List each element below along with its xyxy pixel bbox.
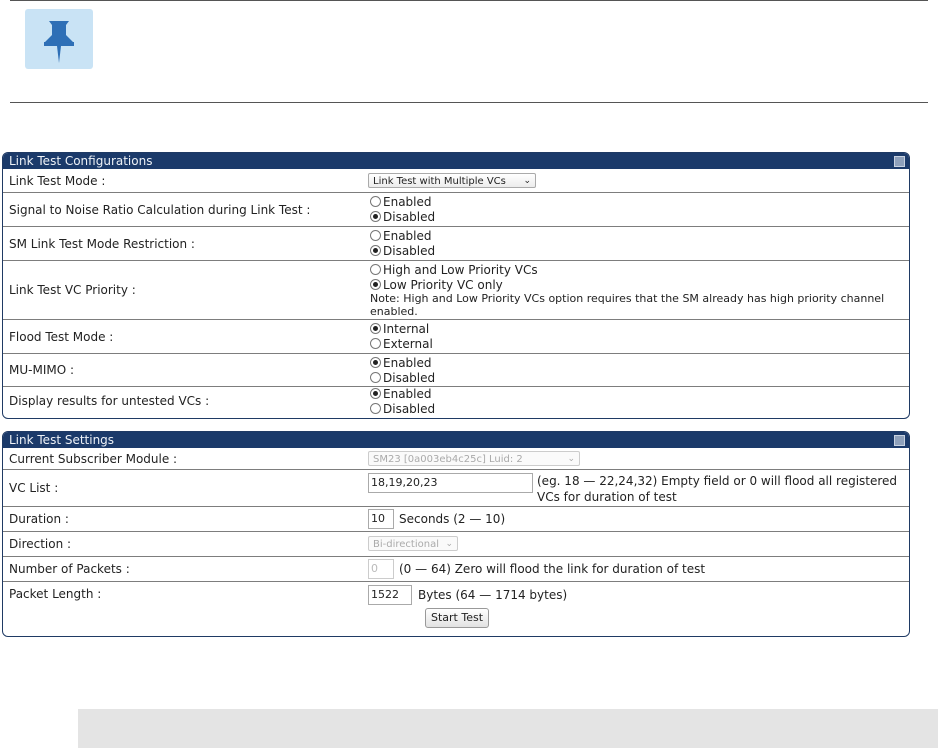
radio-icon [370,357,381,368]
radio-enabled[interactable] [370,194,903,209]
packets-hint: (0 — 64) Zero will flood the link for duration of test [399,562,706,576]
label: Duration : [9,512,69,526]
label: Number of Packets : [9,562,130,576]
label: Direction : [9,537,72,551]
label: Current Subscriber Module : [9,452,178,466]
row-duration [3,507,909,532]
radio-internal[interactable] [370,321,903,336]
radio-icon [370,279,381,290]
radio-disabled[interactable] [370,401,903,416]
row-direction [3,532,909,557]
label: Link Test VC Priority : [9,283,136,297]
bottom-bar [78,709,938,748]
panel-title: Link Test Settings [9,433,115,447]
radio-enabled[interactable] [370,228,903,243]
row-packet-length [3,582,909,628]
radio-icon [370,388,381,399]
radio-icon [370,372,381,383]
note-box [10,0,928,103]
label: Link Test Mode : [9,174,106,188]
radio-disabled[interactable] [370,370,903,385]
radio-icon [370,323,381,334]
chevron-down-icon: ⌄ [445,539,453,549]
radio-high-low[interactable] [370,262,903,277]
row-mu-mimo [3,354,909,387]
row-snr [3,193,909,227]
label: Display results for untested VCs : [9,394,210,408]
row-flood-mode [3,320,909,354]
radio-icon [370,403,381,414]
vc-list-hint: (eg. 18 — 22,24,32) Empty field or 0 will flood all registered VCs for duration of test [537,474,898,504]
option-label: Enabled [383,228,432,243]
label: VC List : [9,481,59,495]
option-label: Enabled [383,355,432,370]
row-link-test-mode [3,169,909,193]
radio-disabled[interactable] [370,243,903,258]
row-number-of-packets [3,557,909,582]
selected-value: Link Test with Multiple VCs [373,176,506,187]
duration-hint: Seconds (2 — 10) [399,512,506,526]
vc-list-input[interactable]: 18,19,20,23 [368,473,533,493]
option-label: External [383,336,433,351]
packet-length-input[interactable]: 1522 [368,585,412,605]
chevron-down-icon: ⌄ [567,454,575,464]
radio-icon [370,230,381,241]
label: Packet Length : [9,587,102,601]
radio-external[interactable] [370,336,903,351]
panel-header [3,153,909,169]
radio-disabled[interactable] [370,209,903,224]
radio-low-only[interactable] [370,277,903,292]
radio-icon [370,196,381,207]
option-label: Enabled [383,194,432,209]
pushpin-icon [25,9,93,69]
radio-icon [370,211,381,222]
option-label: Internal [383,321,430,336]
option-label: Disabled [383,401,436,416]
row-sm-restriction [3,227,909,261]
row-current-sm [3,448,909,470]
label: Signal to Noise Ratio Calculation during Link Test : [9,203,311,217]
radio-enabled[interactable] [370,355,903,370]
label: Flood Test Mode : [9,330,114,344]
direction-select[interactable] [368,536,458,551]
option-label: Disabled [383,370,436,385]
panel-header [3,432,909,448]
selected-value: SM23 [0a003eb4c25c] Luid: 2 [373,454,523,465]
minimize-icon[interactable] [894,435,905,446]
radio-icon [370,264,381,275]
label: MU-MIMO : [9,363,75,377]
row-untested-vcs [3,387,909,419]
label: SM Link Test Mode Restriction : [9,237,195,251]
radio-icon [370,245,381,256]
panel-title: Link Test Configurations [9,154,153,168]
radio-icon [370,338,381,349]
link-test-mode-select[interactable] [368,173,536,188]
start-test-button[interactable]: Start Test [425,608,489,628]
duration-input[interactable]: 10 [368,509,394,529]
option-label: Low Priority VC only [383,277,503,292]
packet-length-hint: Bytes (64 — 1714 bytes) [418,588,568,602]
row-vc-list [3,470,909,507]
option-label: Enabled [383,386,432,401]
selected-value: Bi-directional [373,539,439,550]
subscriber-module-select[interactable] [368,451,580,466]
option-label: Disabled [383,209,436,224]
packets-input[interactable]: 0 [368,559,394,579]
link-test-settings-panel [2,431,910,637]
link-test-configurations-panel [2,152,910,419]
option-label: High and Low Priority VCs [383,262,538,277]
row-vc-priority [3,261,909,320]
option-label: Disabled [383,243,436,258]
priority-note: Note: High and Low Priority VCs option requires that the SM already has high priority channel enabled. [370,292,885,318]
minimize-icon[interactable] [894,156,905,167]
radio-enabled[interactable] [370,386,903,401]
chevron-down-icon: ⌄ [523,176,531,186]
